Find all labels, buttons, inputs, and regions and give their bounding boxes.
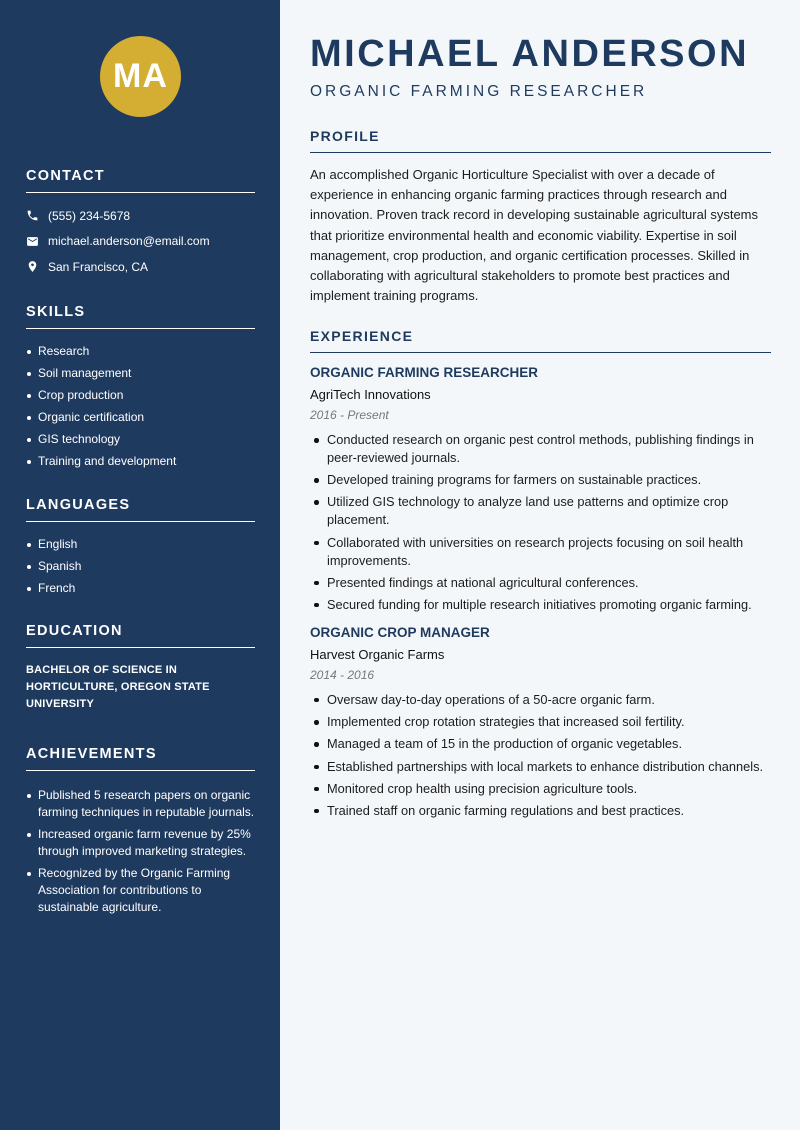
job-bullet: Trained staff on organic farming regulations and best practices. bbox=[310, 802, 771, 820]
job-bullet: Oversaw day-to-day operations of a 50-acre organic farm. bbox=[310, 691, 771, 709]
contact-location bbox=[26, 258, 255, 275]
profile-heading: PROFILE bbox=[310, 128, 771, 153]
job-bullet: Collaborated with universities on research projects focusing on soil health improvements. bbox=[310, 534, 771, 570]
job-dates: 2014 - 2016 bbox=[310, 667, 375, 682]
experience-section bbox=[310, 328, 771, 824]
skill-item: Training and development bbox=[26, 453, 255, 470]
phone-text: (555) 234-5678 bbox=[48, 208, 131, 223]
job-title: ORGANIC FARMING RESEARCHER bbox=[310, 365, 539, 380]
job-bullet: Presented findings at national agricultural conferences. bbox=[310, 574, 771, 592]
job-bullet: Utilized GIS technology to analyze land use patterns and optimize crop placement. bbox=[310, 493, 771, 529]
job-title: ORGANIC CROP MANAGER bbox=[310, 624, 490, 640]
location-pin-icon bbox=[26, 260, 48, 273]
job-company: Harvest Organic Farms bbox=[310, 646, 445, 662]
skills-section bbox=[26, 304, 255, 475]
skill-item: Organic certification bbox=[26, 409, 255, 426]
contact-phone bbox=[26, 207, 255, 224]
job-bullet: Established partnerships with local markets to enhance distribution channels. bbox=[310, 758, 771, 776]
language-item: English bbox=[26, 536, 255, 553]
achievements-heading: ACHIEVEMENTS bbox=[26, 746, 255, 771]
job-bullets bbox=[310, 431, 771, 614]
avatar bbox=[100, 36, 181, 117]
job-bullets bbox=[310, 691, 771, 820]
languages-section bbox=[26, 497, 255, 602]
achievement-item: Increased organic farm revenue by 25% through improved marketing strategies. bbox=[26, 826, 255, 860]
email-text[interactable]: michael.anderson@email.com bbox=[48, 234, 210, 248]
job-entry bbox=[310, 625, 771, 820]
job-company: AgriTech Innovations bbox=[310, 387, 431, 402]
education-heading: EDUCATION bbox=[26, 623, 255, 648]
job-bullet: Conducted research on organic pest control methods, publishing findings in peer-reviewed journals. bbox=[310, 431, 771, 467]
job-bullet: Implemented crop rotation strategies that increased soil fertility. bbox=[310, 713, 771, 731]
skill-item: Soil management bbox=[26, 365, 255, 382]
achievements-section bbox=[26, 746, 255, 921]
achievement-item: Recognized by the Organic Farming Association for contributions to sustainable agriculture. bbox=[26, 865, 255, 916]
skill-item: GIS technology bbox=[26, 431, 255, 448]
avatar-initials: MA bbox=[113, 57, 168, 95]
candidate-name: MICHAEL ANDERSON bbox=[310, 33, 750, 75]
candidate-title: ORGANIC FARMING RESEARCHER bbox=[310, 83, 648, 100]
skill-item: Crop production bbox=[26, 387, 255, 404]
skill-item: Research bbox=[26, 343, 255, 360]
job-bullet: Secured funding for multiple research initiatives promoting organic farming. bbox=[310, 596, 771, 614]
location-text: San Francisco, CA bbox=[48, 259, 149, 274]
languages-list bbox=[26, 536, 255, 597]
education-degree: BACHELOR OF SCIENCE IN HORTICULTURE, OREGON STATE UNIVERSITY bbox=[26, 664, 210, 710]
skills-list bbox=[26, 343, 255, 470]
sidebar bbox=[0, 0, 280, 1130]
email-icon bbox=[26, 235, 48, 248]
achievements-list bbox=[26, 787, 255, 916]
contact-email bbox=[26, 233, 255, 250]
job-bullet: Monitored crop health using precision agriculture tools. bbox=[310, 780, 771, 798]
profile-section bbox=[310, 128, 771, 306]
contact-section bbox=[26, 168, 255, 284]
language-item: French bbox=[26, 580, 255, 597]
contact-heading: CONTACT bbox=[26, 168, 255, 193]
profile-text: An accomplished Organic Horticulture Specialist with over a decade of experience in enhancing organic farming practices through research and innovation. Proven track record in developing sustainable agricultural systems that prioritize environmental health and economic viability. Expertise in soil management, crop production, and organic certification processes. Skilled in collaborating with agricultural stakeholders to promote best practices and implement training programs. bbox=[310, 167, 759, 304]
phone-icon bbox=[26, 209, 48, 222]
skills-heading: SKILLS bbox=[26, 304, 255, 329]
job-entry bbox=[310, 365, 771, 614]
job-bullet: Developed training programs for farmers on sustainable practices. bbox=[310, 471, 771, 489]
languages-heading: LANGUAGES bbox=[26, 497, 255, 522]
achievement-item: Published 5 research papers on organic farming techniques in reputable journals. bbox=[26, 787, 255, 821]
job-bullet: Managed a team of 15 in the production of organic vegetables. bbox=[310, 735, 771, 753]
education-section bbox=[26, 623, 255, 713]
language-item: Spanish bbox=[26, 558, 255, 575]
job-dates: 2016 - Present bbox=[310, 408, 389, 422]
experience-heading: EXPERIENCE bbox=[310, 328, 771, 353]
